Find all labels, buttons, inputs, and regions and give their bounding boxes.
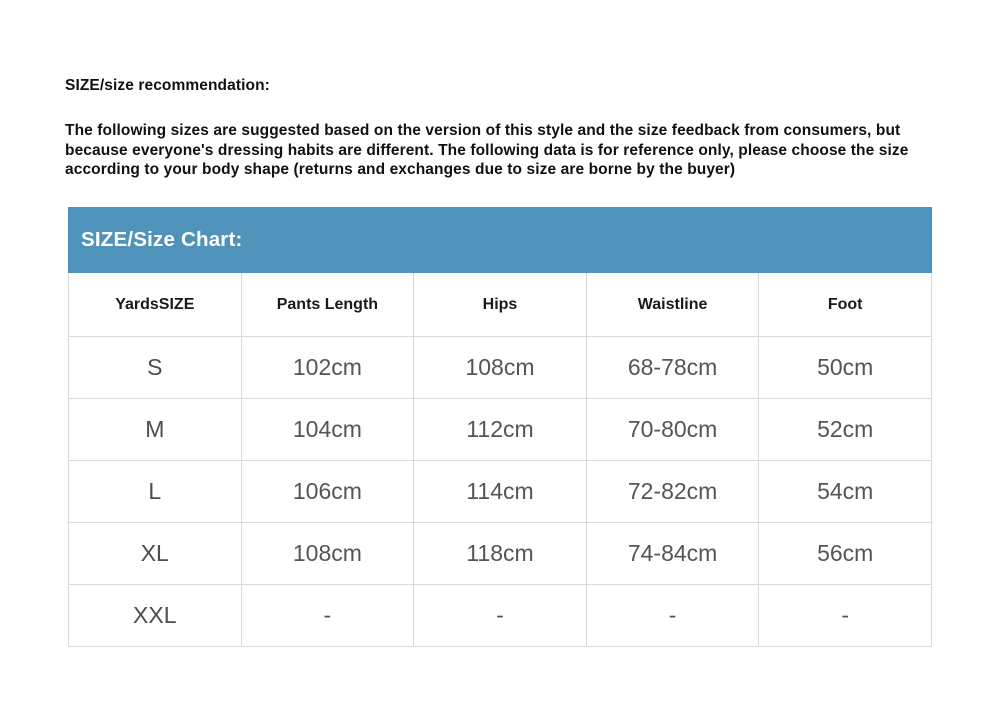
foot-value: 54cm [759, 461, 932, 523]
size-recommendation-heading: SIZE/size recommendation: [65, 77, 270, 94]
hips-value: 114cm [414, 461, 587, 523]
hips-value: 112cm [414, 399, 587, 461]
hips-value: - [414, 585, 587, 647]
column-header-pants-length: Pants Length [241, 273, 414, 337]
foot-value: 52cm [759, 399, 932, 461]
size-label: XL [69, 523, 242, 585]
column-header-hips: Hips [414, 273, 587, 337]
table-row-m [69, 399, 932, 461]
size-label: XXL [69, 585, 242, 647]
table-row-xl [69, 523, 932, 585]
table-row-s [69, 337, 932, 399]
size-chart-banner [68, 207, 932, 273]
size-label: S [69, 337, 242, 399]
hips-value: 108cm [414, 337, 587, 399]
waistline-value: 74-84cm [586, 523, 759, 585]
waistline-value: 68-78cm [586, 337, 759, 399]
size-label: L [69, 461, 242, 523]
column-header-foot: Foot [759, 273, 932, 337]
hips-value: 118cm [414, 523, 587, 585]
size-recommendation-text: The following sizes are suggested based on the version of this style and the size feedback from consumers, but because everyone's dressing habits are different. The following data is for reference only, please choose the size according to your body shape (returns and exchanges due to size are borne by the buyer) [65, 122, 909, 178]
pants-length-value: 102cm [241, 337, 414, 399]
pants-length-value: 108cm [241, 523, 414, 585]
foot-value: 56cm [759, 523, 932, 585]
foot-value: - [759, 585, 932, 647]
waistline-value: - [586, 585, 759, 647]
table-row-xxl [69, 585, 932, 647]
size-chart-section [68, 207, 932, 647]
size-chart-title: SIZE/Size Chart: [81, 228, 243, 251]
foot-value: 50cm [759, 337, 932, 399]
column-header-yards-size: YardsSIZE [69, 273, 242, 337]
waistline-value: 72-82cm [586, 461, 759, 523]
table-header-row [69, 273, 932, 337]
waistline-value: 70-80cm [586, 399, 759, 461]
column-header-waistline: Waistline [586, 273, 759, 337]
size-table [68, 273, 932, 647]
size-label: M [69, 399, 242, 461]
pants-length-value: 104cm [241, 399, 414, 461]
pants-length-value: - [241, 585, 414, 647]
table-row-l [69, 461, 932, 523]
pants-length-value: 106cm [241, 461, 414, 523]
